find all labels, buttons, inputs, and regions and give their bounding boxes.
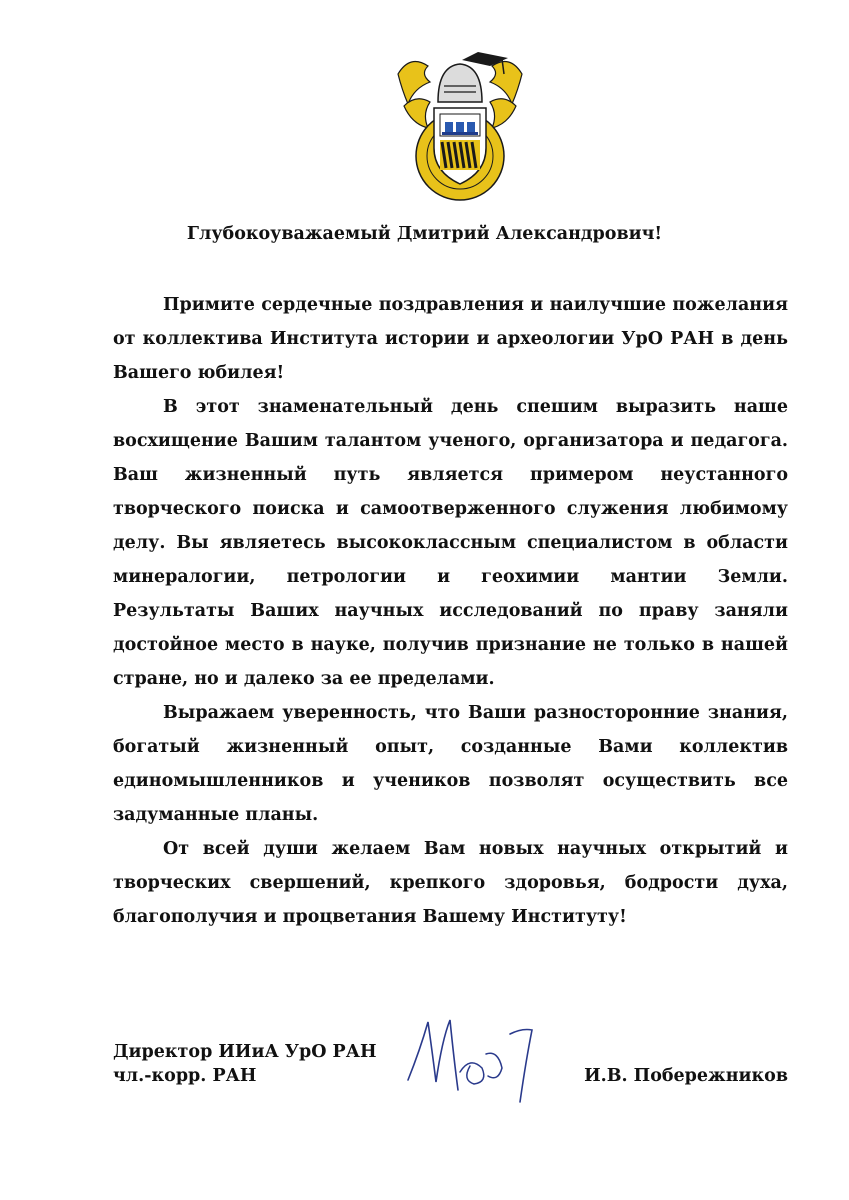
paragraph: В этот знаменательный день спешим выразить наше восхищение Вашим талантом ученого, организатора и педагога. Ваш жизненный путь является примером неустанного творческого поиска и самоотверженного служения любимому делу. Вы являетесь высококлассным специалистом в области минералогии, петрологии и геохимии мантии Земли. Результаты Ваших научных исследований по праву заняли достойное место в науке, получив признание не только в нашей стране, но и далеко за ее пределами. [113, 397, 788, 689]
letter-body [113, 288, 788, 934]
handwritten-signature-icon [398, 1010, 558, 1110]
paragraph: От всей души желаем Вам новых научных открытий и творческих свершений, крепкого здоровья, бодрости духа, благополучия и процветания Вашему Институту! [113, 839, 788, 927]
signatory-rank: чл.-корр. РАН [113, 1066, 257, 1086]
signatory-title [113, 1040, 433, 1088]
paragraph: Выражаем уверенность, что Ваши разносторонние знания, богатый жизненный опыт, созданные Вами коллектив единомышленников и учеников позволят осуществить все задуманные планы. [113, 703, 788, 825]
paragraph: Примите сердечные поздравления и наилучшие пожелания от коллектива Института истории и археологии УрО РАН в день Вашего юбилея! [113, 295, 788, 383]
signatory-name: И.В. Побережников [584, 1066, 788, 1086]
signatory-position: Директор ИИиА УрО РАН [113, 1042, 377, 1062]
institute-emblem-icon [390, 44, 530, 204]
greeting: Глубокоуважаемый Дмитрий Александрович! [186, 224, 663, 244]
